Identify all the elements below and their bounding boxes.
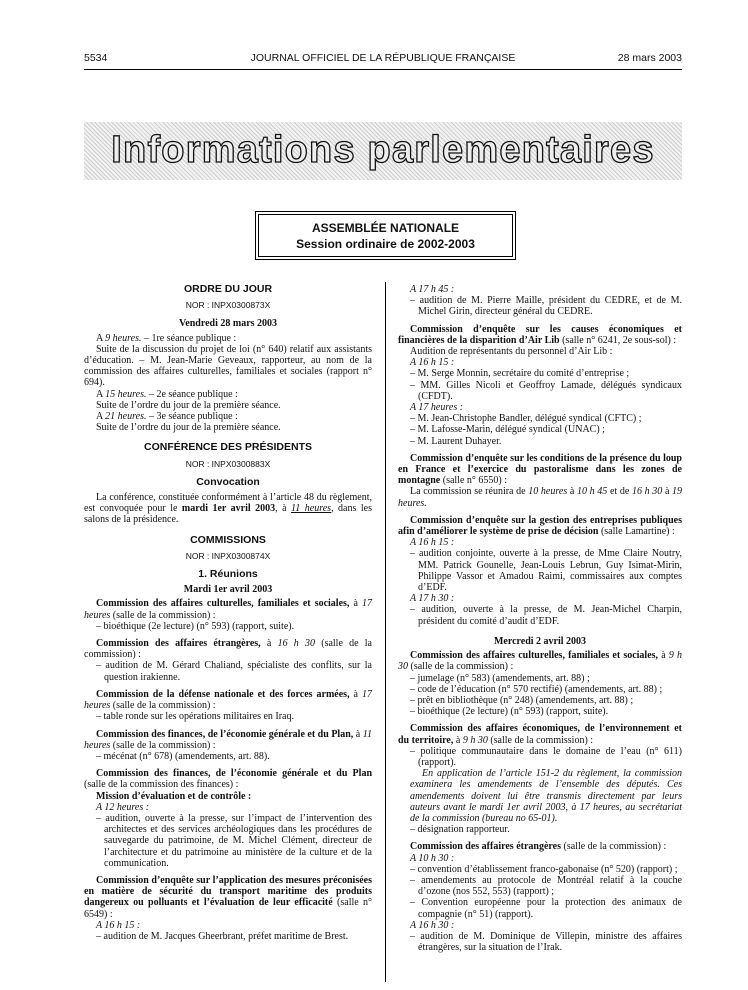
day-heading: Vendredi 28 mars 2003 bbox=[178, 318, 278, 330]
subsection-title: 1. Réunions bbox=[198, 568, 258, 581]
commission-entry: Commission des finances, de l’économie générale et du Plan, à 11 heures (salle de la commission) : bbox=[84, 728, 372, 751]
section-banner bbox=[84, 122, 682, 180]
commission-entry: Commission d’enquête sur la gestion des entreprises publiques afin d’améliorer le système de prise de décision (salle Lamartine) : bbox=[398, 514, 682, 538]
section-title-conference: CONFÉRENCE DES PRÉSIDENTS bbox=[143, 441, 313, 454]
agenda-text: Audition de représentants du personnel d’Air Lib : bbox=[410, 346, 613, 358]
agenda-item: – jumelage (n° 583) (amendements, art. 88) ; bbox=[410, 672, 590, 684]
time-line: A 16 h 30 : bbox=[410, 919, 455, 931]
chamber-box bbox=[258, 214, 513, 257]
running-header bbox=[84, 52, 682, 68]
page-number: 5534 bbox=[84, 52, 108, 64]
commission-entry: Commission des finances, de l’économie générale et du Plan (salle de la commission des finances) : bbox=[84, 768, 372, 791]
commission-entry: Commission des affaires étrangères, à 16 h 30 (salle de la commission) : bbox=[84, 638, 372, 661]
convocation-text: La conférence, constituée conformément à l’article 48 du règlement, est convoquée pour le mardi 1er avril 2003, à 11 heures, dans les salons de la présidence. bbox=[84, 492, 372, 526]
agenda-item: – code de l’éducation (n° 570 rectifié) (amendements, art. 88) ; bbox=[410, 683, 663, 695]
mission-heading: Mission d’évaluation et de contrôle : bbox=[96, 790, 252, 802]
agenda-item: – prêt en bibliothèque (n° 248) (amendements, art. 88) ; bbox=[410, 694, 634, 706]
header-rule bbox=[84, 69, 682, 70]
session-name: Session ordinaire de 2002-2003 bbox=[296, 237, 475, 251]
left-column bbox=[84, 284, 372, 942]
nor-reference: NOR : INPX0300873X bbox=[185, 300, 271, 311]
agenda-item: – politique communautaire dans le domaine de l’eau (n° 611) (rapport). bbox=[410, 745, 682, 768]
section-title-ordre-du-jour: ORDRE DU JOUR bbox=[183, 283, 273, 295]
banner-title: Informations parlementaires bbox=[111, 129, 655, 171]
agenda-text: Suite de la discussion du projet de loi (n° 640) relatif aux assistants d’éducation. – M. Jean-Marie Geveaux, rapporteur, au nom de la commission des affaires culturelles, familiales et sociales (rapport n° 694). bbox=[84, 343, 372, 389]
agenda-item: – bioéthique (2e lecture) (n° 593) (rapport, suite). bbox=[410, 706, 609, 718]
commission-entry: Commission de la défense nationale et des forces armées, à 17 heures (salle de la commission) : bbox=[84, 688, 372, 712]
sitting-line: A 15 heures. – 2e séance publique : bbox=[96, 388, 238, 400]
time-line: A 16 h 15 : bbox=[410, 537, 455, 549]
commission-entry: Commission d’enquête sur l’application des mesures préconisées en matière de sécurité du transport maritime des produits dangereux ou polluants et l’évaluation de leur efficacité (salle n° 6549) : bbox=[84, 874, 373, 920]
day-heading: Mardi 1er avril 2003 bbox=[183, 584, 273, 596]
agenda-item: – amendements au protocole de Montréal relatif à la couche d’ozone (nos 552, 553) (rapport) ; bbox=[410, 874, 682, 898]
agenda-item: – désignation rapporteur. bbox=[410, 824, 510, 836]
commission-entry: Commission des affaires économiques, de l’environnement et du territoire, à 9 h 30 (salle de la commission) : bbox=[398, 723, 682, 746]
agenda-item: – mécénat (n° 678) (amendements, art. 88). bbox=[96, 750, 270, 762]
day-heading: Mercredi 2 avril 2003 bbox=[493, 635, 587, 647]
commission-entry: Commission des affaires culturelles, familiales et sociales, à 9 h 30 (salle de la commission) : bbox=[398, 650, 682, 673]
time-line: A 17 h 45 : bbox=[410, 284, 455, 295]
agenda-item: – table ronde sur les opérations militaires en Iraq. bbox=[96, 711, 294, 723]
commission-entry: Commission des affaires culturelles, familiales et sociales, à 17 heures (salle de la commission) : bbox=[84, 598, 372, 621]
agenda-item: – M. Lafosse-Marin, délégué syndical (UNAC) ; bbox=[410, 424, 605, 436]
agenda-text: Suite de l’ordre du jour de la première séance. bbox=[96, 399, 281, 411]
agenda-item: – M. Laurent Duhayer. bbox=[410, 435, 502, 447]
time-line: A 16 h 15 : bbox=[96, 919, 141, 931]
agenda-item: – convention d’établissement franco-gabonaise (n° 520) (rapport) ; bbox=[410, 863, 678, 875]
agenda-item: – audition, ouverte à la presse, sur l’impact de l’intervention des architectes et des services archéologiques dans les procédures de sauvegarde du patrimoine, de M. Michel Clément, directeur de l’architecture et du patrimoine au ministère de la culture et de la communication. bbox=[96, 812, 372, 869]
agenda-text: Suite de l’ordre du jour de la première séance. bbox=[96, 422, 281, 434]
agenda-item: – M. Serge Monnin, secrétaire du comité d’entreprise ; bbox=[410, 368, 630, 380]
agenda-item: – audition de M. Gérard Chaliand, spécialiste des conflits, sur la question irakienne. bbox=[96, 660, 372, 683]
section-title-commissions: COMMISSIONS bbox=[190, 533, 266, 546]
column-divider bbox=[385, 282, 386, 982]
commission-entry: Commission des affaires étrangères (salle de la commission) : bbox=[410, 841, 667, 853]
nor-reference: NOR : INPX0300883X bbox=[185, 458, 271, 469]
commission-entry: Commission d’enquête sur les causes économiques et financières de la disparition d’Air Lib (salle n° 6241, 2e sous-sol) : bbox=[398, 323, 682, 346]
time-line: A 16 h 15 : bbox=[410, 357, 455, 369]
agenda-item: – MM. Gilles Nicoli et Geoffroy Lamade, délégués syndicaux (CFDT). bbox=[410, 379, 682, 402]
amendment-note: En application de l’article 151-2 du règlement, la commission examinera les amendements de l’ensemble des députés. Ces amendements doivent lui être transmis directement par leurs auteurs avant le mardi 1er avril 2003, à 17 heures, au secrétariat de la commission (bureau no 65-01). bbox=[410, 768, 682, 824]
subsection-title: Convocation bbox=[196, 475, 260, 488]
nor-reference: NOR : INPX0300874X bbox=[185, 550, 271, 561]
agenda-item: – audition, ouverte à la presse, de M. Jean-Michel Charpin, président du comité d’audit d’EDF. bbox=[410, 604, 682, 627]
agenda-item: – bioéthique (2e lecture) (n° 593) (rapport, suite). bbox=[96, 620, 295, 632]
right-column bbox=[398, 284, 682, 953]
agenda-item: – M. Jean-Christophe Bandler, délégué syndical (CFTC) ; bbox=[410, 413, 642, 425]
agenda-item: – audition de M. Pierre Maille, président du CEDRE, et de M. Michel Girin, directeur général du CEDRE. bbox=[410, 295, 682, 318]
sitting-line: A 21 heures. – 3e séance publique : bbox=[96, 411, 238, 423]
commission-entry: Commission d’enquête sur les conditions de la présence du loup en France et l’exercice du pastoralisme dans les zones de montagne (salle n° 6550) : bbox=[398, 452, 682, 487]
agenda-item: – audition de M. Dominique de Villepin, ministre des affaires étrangères, sur la situation de l’Irak. bbox=[410, 930, 682, 954]
time-line: A 17 heures : bbox=[410, 402, 464, 414]
agenda-text: La commission se réunira de 10 heures à 10 h 45 et de 16 h 30 à 19 heures. bbox=[398, 486, 683, 509]
agenda-item: – Convention européenne pour la protection des animaux de compagnie (n° 51) (rapport). bbox=[410, 897, 682, 920]
journal-title: JOURNAL OFFICIEL DE LA RÉPUBLIQUE FRANÇAISE bbox=[250, 52, 516, 64]
issue-date: 28 mars 2003 bbox=[617, 52, 682, 64]
time-line: A 17 h 30 : bbox=[410, 593, 455, 605]
time-line: A 12 heures : bbox=[96, 801, 150, 813]
agenda-item: – audition conjointe, ouverte à la presse, de Mme Claire Noutry, MM. Patrick Gounelle, Jean-Louis Lebrun, Guy Isimat-Mirin, Philippe Vassor et Amadou Raimi, commissaires aux comptes d’EDF. bbox=[410, 548, 682, 594]
chamber-name: ASSEMBLÉE NATIONALE bbox=[311, 221, 460, 235]
time-line: A 10 h 30 : bbox=[410, 852, 455, 864]
agenda-item: – audition de M. Jacques Gheerbrant, préfet maritime de Brest. bbox=[96, 930, 349, 942]
sitting-line: A 9 heures. – 1re séance publique : bbox=[96, 332, 237, 344]
